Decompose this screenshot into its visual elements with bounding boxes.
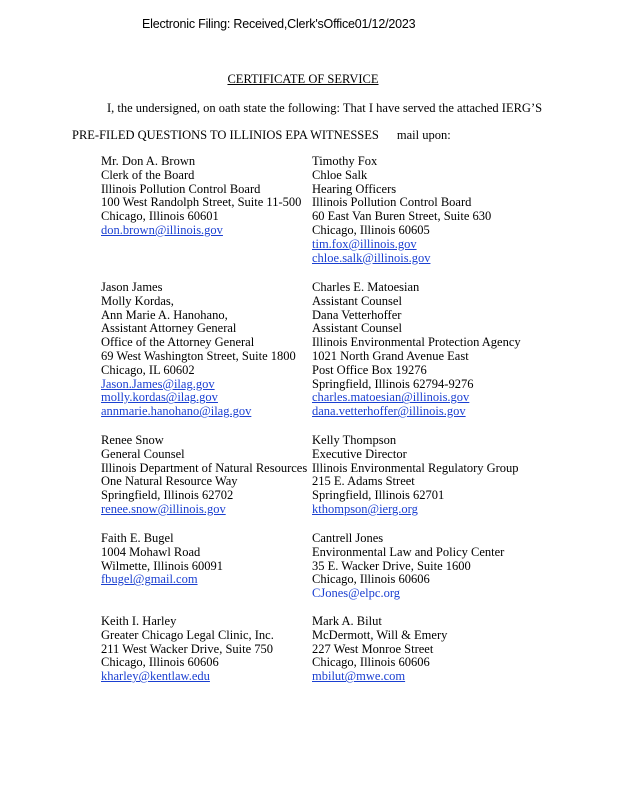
intro-line-2 (72, 128, 451, 143)
email-link[interactable]: fbugel@gmail.com (101, 572, 198, 587)
entry-line: 227 West Monroe Street (312, 641, 434, 656)
entry-line: Assistant Counsel (312, 293, 402, 308)
entry-line: Faith E. Bugel (101, 531, 174, 545)
entry-line: Renee Snow (101, 433, 164, 447)
service-entry-snow (101, 434, 307, 517)
email-link[interactable]: charles.matoesian@illinois.gov (312, 390, 470, 405)
entry-line: 60 East Van Buren Street, Suite 630 (312, 209, 492, 224)
email-link[interactable]: tim.fox@illinois.gov (312, 236, 417, 251)
entry-line: Keith I. Harley (101, 614, 177, 628)
entry-line: 69 West Washington Street, Suite 1800 (101, 348, 296, 363)
entry-line: 1021 North Grand Avenue East (312, 348, 469, 363)
email-link[interactable]: renee.snow@illinois.gov (101, 501, 226, 516)
entry-line: 35 E. Wacker Drive, Suite 1600 (312, 558, 471, 573)
entry-line: Greater Chicago Legal Clinic, Inc. (101, 627, 274, 642)
entry-line: Assistant Counsel (312, 321, 402, 336)
entry-line: Dana Vetterhoffer (312, 307, 402, 322)
entry-line: Chicago, Illinois 60605 (312, 222, 430, 237)
entry-line: Chicago, Illinois 60606 (312, 655, 430, 670)
entry-line: Executive Director (312, 446, 407, 461)
service-entry-jones (312, 532, 504, 601)
entry-line: Chicago, Illinois 60606 (101, 655, 219, 670)
email-link[interactable]: kharley@kentlaw.edu (101, 669, 210, 684)
entry-line: Illinois Department of Natural Resources (101, 460, 308, 475)
entry-line: 100 West Randolph Street, Suite 11-500 (101, 195, 302, 210)
email-link[interactable]: mbilut@mwe.com (312, 669, 406, 684)
entry-line: Charles E. Matoesian (312, 280, 420, 294)
entry-line: Ann Marie A. Hanohano, (101, 307, 228, 322)
service-entry-fox (312, 155, 491, 265)
email-link[interactable]: Jason.James@ilag.gov (101, 376, 215, 391)
entry-line: Cantrell Jones (312, 531, 384, 545)
entry-line: Clerk of the Board (101, 167, 195, 182)
email-link[interactable]: don.brown@illinois.gov (101, 222, 223, 237)
entry-line: Chloe Salk (312, 167, 368, 182)
entry-line: Office of the Attorney General (101, 335, 255, 350)
service-entry-matoesian (312, 281, 521, 419)
entry-line: Timothy Fox (312, 154, 378, 168)
entry-line: 211 West Wacker Drive, Suite 750 (101, 641, 274, 656)
title-text: CERTIFICATE OF SERVICE (227, 72, 379, 86)
entry-line: Kelly Thompson (312, 433, 397, 447)
entry-line: Environmental Law and Policy Center (312, 544, 505, 559)
filing-stamp: Electronic Filing: Received,Clerk'sOffice01/12/2023 (142, 17, 416, 31)
email-link[interactable]: dana.vetterhoffer@illinois.gov (312, 404, 466, 419)
entry-line: Chicago, Illinois 60601 (101, 209, 219, 224)
entry-line: Chicago, Illinois 60606 (312, 572, 430, 587)
entry-line: Mark A. Bilut (312, 614, 382, 628)
entry-line: Illinois Pollution Control Board (312, 195, 472, 210)
entry-line: One Natural Resource Way (101, 474, 238, 489)
email-link[interactable]: chloe.salk@illinois.gov (312, 250, 431, 265)
mail-upon: mail upon: (396, 128, 451, 142)
entry-line: Post Office Box 19276 (312, 362, 427, 377)
entry-line: General Counsel (101, 446, 185, 461)
entry-line: Illinois Environmental Protection Agency (312, 335, 521, 350)
email-link[interactable]: CJones@elpc.org (312, 586, 401, 601)
service-entry-bilut (312, 615, 447, 684)
entry-line: 1004 Mohawl Road (101, 544, 201, 559)
entry-line: Mr. Don A. Brown (101, 154, 196, 168)
email-link[interactable]: molly.kordas@ilag.gov (101, 390, 218, 405)
entry-line: Chicago, IL 60602 (101, 362, 195, 377)
service-entry-james (101, 281, 296, 419)
entry-line: Hearing Officers (312, 181, 397, 196)
email-link[interactable]: kthompson@ierg.org (312, 501, 418, 516)
entry-line: Jason James (101, 280, 163, 294)
service-entry-harley (101, 615, 274, 684)
entry-line: Illinois Pollution Control Board (101, 181, 261, 196)
document-name: PRE-FILED QUESTIONS TO ILLINIOS EPA WITNESSES (72, 128, 379, 142)
entry-line: Springfield, Illinois 62702 (101, 488, 234, 503)
entry-line: Molly Kordas, (101, 293, 174, 308)
intro-line-1: I, the undersigned, on oath state the following: That I have served the attached IERG’S (107, 101, 543, 115)
entry-line: Illinois Environmental Regulatory Group (312, 460, 519, 475)
document-title (0, 72, 618, 87)
entry-line: 215 E. Adams Street (312, 474, 415, 489)
entry-line: McDermott, Will & Emery (312, 627, 448, 642)
entry-line: Springfield, Illinois 62701 (312, 488, 445, 503)
service-entry-brown (101, 155, 301, 238)
service-entry-thompson (312, 434, 519, 517)
entry-line: Assistant Attorney General (101, 321, 237, 336)
entry-line: Springfield, Illinois 62794-9276 (312, 376, 474, 391)
entry-line: Wilmette, Illinois 60091 (101, 558, 224, 573)
service-entry-bugel (101, 532, 223, 587)
email-link[interactable]: annmarie.hanohano@ilag.gov (101, 404, 252, 419)
